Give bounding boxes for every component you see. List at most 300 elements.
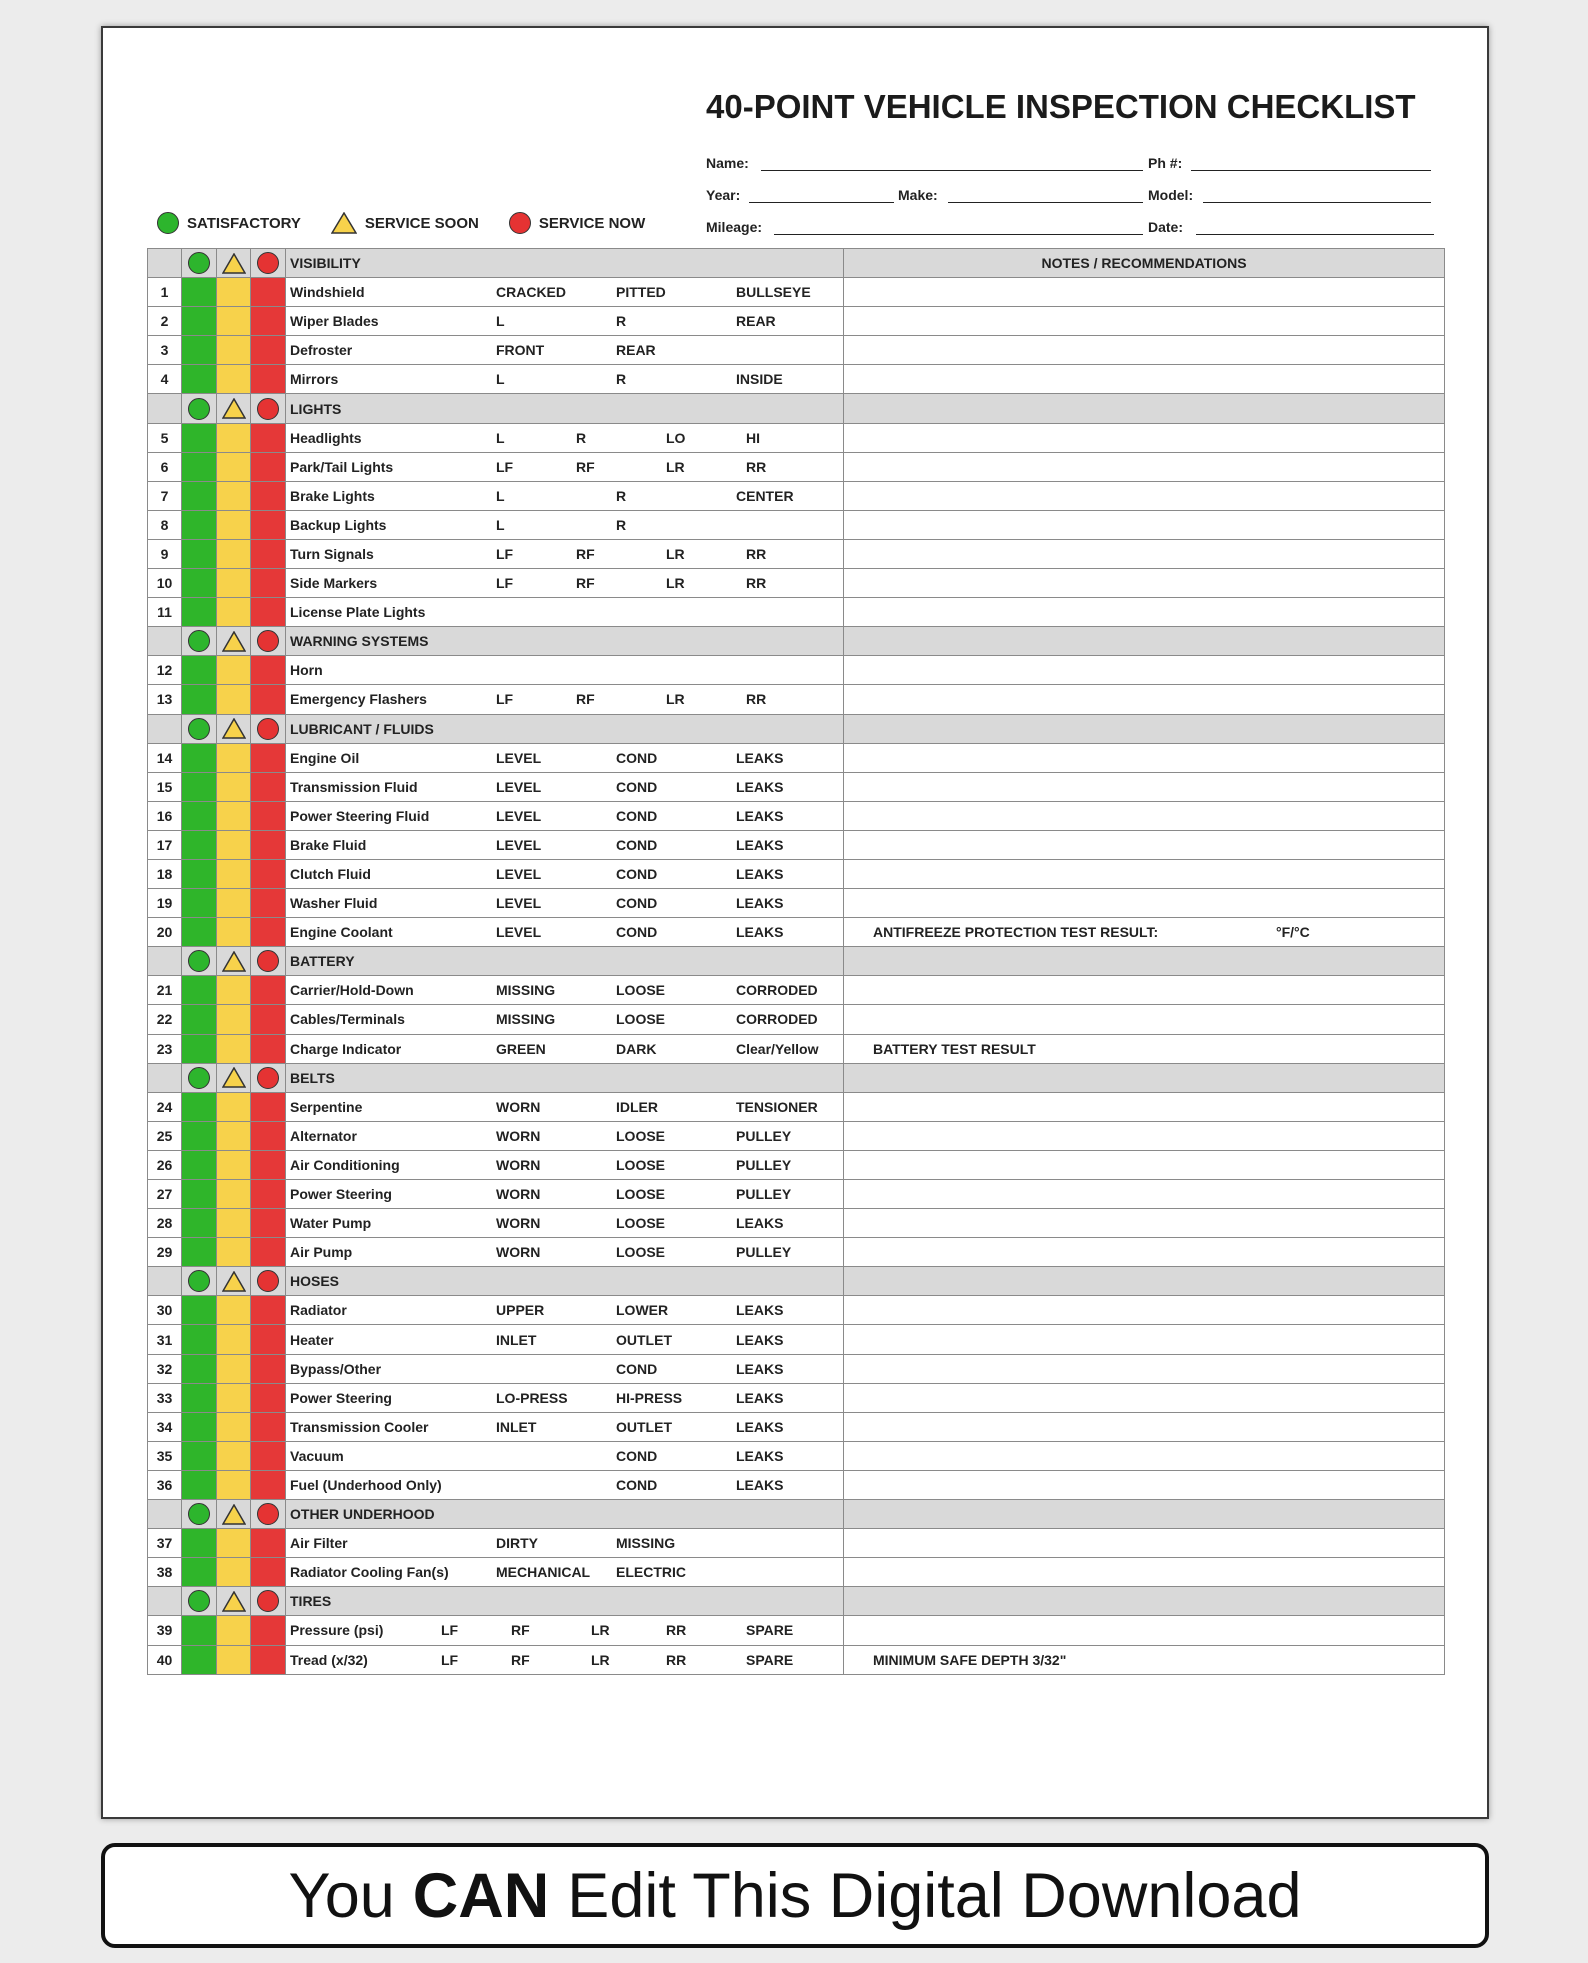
red-circle-icon-cell <box>251 1587 286 1616</box>
notes-cell[interactable] <box>844 481 1445 510</box>
satisfactory-checkbox[interactable] <box>182 1296 217 1325</box>
notes-cell[interactable] <box>844 685 1445 714</box>
item-name: Pressure (psi) <box>290 1622 384 1639</box>
service-now-checkbox[interactable] <box>251 598 286 627</box>
satisfactory-checkbox[interactable] <box>182 569 217 598</box>
service-now-checkbox[interactable] <box>251 1092 286 1121</box>
item-name: Bypass/Other <box>290 1360 382 1377</box>
satisfactory-checkbox[interactable] <box>182 1529 217 1558</box>
item-name: Power Steering <box>290 1389 392 1406</box>
checklist-row <box>148 1558 1445 1587</box>
service-soon-checkbox[interactable] <box>217 743 251 772</box>
item-cell <box>286 510 844 539</box>
satisfactory-checkbox[interactable] <box>182 307 217 336</box>
option-label: COND <box>616 807 658 824</box>
option-label: LF <box>496 575 514 592</box>
service-now-checkbox[interactable] <box>251 1034 286 1063</box>
option-label: LF <box>496 691 514 708</box>
item-cell <box>286 1092 844 1121</box>
option-label: LEAKS <box>736 1447 784 1464</box>
legend-satisfactory: SATISFACTORY <box>157 212 301 234</box>
notes-cell[interactable] <box>844 1616 1445 1645</box>
item-name: Side Markers <box>290 575 378 592</box>
notes-cell[interactable] <box>844 1383 1445 1412</box>
item-name: Engine Oil <box>290 749 360 766</box>
mileage-label: Mileage: <box>706 219 763 235</box>
service-soon-checkbox[interactable] <box>217 365 251 394</box>
option-label: LEAKS <box>736 1389 784 1406</box>
yellow-triangle-icon-cell <box>217 249 251 278</box>
option-label: TENSIONER <box>736 1098 818 1115</box>
option-label: L <box>496 487 505 504</box>
satisfactory-checkbox[interactable] <box>182 1238 217 1267</box>
notes-cell[interactable] <box>844 1034 1445 1063</box>
notes-cell[interactable] <box>844 1238 1445 1267</box>
satisfactory-checkbox[interactable] <box>182 1383 217 1412</box>
service-now-checkbox[interactable] <box>251 772 286 801</box>
satisfactory-checkbox[interactable] <box>182 510 217 539</box>
option-label: LEVEL <box>496 807 542 824</box>
satisfactory-checkbox[interactable] <box>182 1558 217 1587</box>
phone-field[interactable] <box>1191 170 1431 171</box>
satisfactory-checkbox[interactable] <box>182 1121 217 1150</box>
item-name: Engine Coolant <box>290 924 393 941</box>
green-circle-icon-cell <box>182 627 217 656</box>
option-label: LR <box>591 1651 610 1668</box>
service-soon-checkbox[interactable] <box>217 1412 251 1441</box>
notes-cell[interactable] <box>844 1325 1445 1354</box>
notes-cell[interactable] <box>844 1180 1445 1209</box>
service-now-checkbox[interactable] <box>251 307 286 336</box>
service-now-checkbox[interactable] <box>251 1529 286 1558</box>
service-now-checkbox[interactable] <box>251 656 286 685</box>
service-soon-checkbox[interactable] <box>217 278 251 307</box>
service-now-checkbox[interactable] <box>251 510 286 539</box>
option-label: REAR <box>736 313 776 330</box>
item-number: 2 <box>148 307 182 336</box>
option-label: MISSING <box>616 1535 676 1552</box>
red-circle-icon-cell <box>251 627 286 656</box>
notes-cell[interactable] <box>844 307 1445 336</box>
name-field[interactable] <box>761 170 1143 171</box>
service-soon-checkbox[interactable] <box>217 1238 251 1267</box>
red-circle-icon-cell <box>251 1063 286 1092</box>
item-name: Brake Fluid <box>290 836 367 853</box>
section-title: HOSES <box>290 1273 340 1290</box>
satisfactory-checkbox[interactable] <box>182 1150 217 1179</box>
note-text: BATTERY TEST RESULT <box>873 1040 1036 1057</box>
checklist-row <box>148 1383 1445 1412</box>
notes-cell[interactable] <box>844 1121 1445 1150</box>
service-soon-checkbox[interactable] <box>217 1441 251 1470</box>
checklist-row <box>148 336 1445 365</box>
item-cell <box>286 1441 844 1470</box>
service-soon-checkbox[interactable] <box>217 1209 251 1238</box>
service-soon-checkbox[interactable] <box>217 1296 251 1325</box>
item-name: Horn <box>290 662 323 679</box>
satisfactory-checkbox[interactable] <box>182 1412 217 1441</box>
service-now-checkbox[interactable] <box>251 801 286 830</box>
notes-cell[interactable] <box>844 365 1445 394</box>
checklist-row <box>148 598 1445 627</box>
option-label: ELECTRIC <box>616 1564 686 1581</box>
option-label: COND <box>616 924 658 941</box>
option-label: LEAKS <box>736 1360 784 1377</box>
notes-cell[interactable] <box>844 1441 1445 1470</box>
item-number: 19 <box>148 889 182 918</box>
service-now-checkbox[interactable] <box>251 1558 286 1587</box>
satisfactory-checkbox[interactable] <box>182 743 217 772</box>
notes-cell[interactable] <box>844 1354 1445 1383</box>
service-soon-checkbox[interactable] <box>217 772 251 801</box>
notes-cell[interactable] <box>844 830 1445 859</box>
checklist-row <box>148 307 1445 336</box>
satisfactory-checkbox[interactable] <box>182 1005 217 1034</box>
service-now-checkbox[interactable] <box>251 1296 286 1325</box>
service-now-checkbox[interactable] <box>251 1470 286 1499</box>
option-label: RF <box>576 545 595 562</box>
service-soon-checkbox[interactable] <box>217 1180 251 1209</box>
satisfactory-checkbox[interactable] <box>182 278 217 307</box>
satisfactory-checkbox[interactable] <box>182 336 217 365</box>
item-cell <box>286 307 844 336</box>
option-label: LR <box>591 1622 610 1639</box>
service-soon-checkbox[interactable] <box>217 539 251 568</box>
option-label: MISSING <box>496 982 556 999</box>
option-label: LOOSE <box>616 1011 666 1028</box>
year-field[interactable] <box>749 202 894 203</box>
green-circle-icon <box>188 398 210 420</box>
item-name: Tread (x/32) <box>290 1651 368 1668</box>
checklist-row <box>148 1645 1445 1674</box>
option-label: LR <box>666 691 685 708</box>
service-now-checkbox[interactable] <box>251 423 286 452</box>
service-now-checkbox[interactable] <box>251 889 286 918</box>
service-now-checkbox[interactable] <box>251 1325 286 1354</box>
satisfactory-checkbox[interactable] <box>182 1616 217 1645</box>
option-label: LF <box>441 1622 459 1639</box>
green-circle-icon <box>188 1270 210 1292</box>
option-label: INLET <box>496 1331 537 1348</box>
service-soon-checkbox[interactable] <box>217 1529 251 1558</box>
item-number: 34 <box>148 1412 182 1441</box>
notes-cell[interactable] <box>844 1005 1445 1034</box>
option-label: LEAKS <box>736 895 784 912</box>
service-now-checkbox[interactable] <box>251 1616 286 1645</box>
item-number: 39 <box>148 1616 182 1645</box>
notes-cell[interactable] <box>844 336 1445 365</box>
notes-cell[interactable] <box>844 539 1445 568</box>
checklist-row <box>148 278 1445 307</box>
satisfactory-checkbox[interactable] <box>182 1325 217 1354</box>
checklist-row <box>148 539 1445 568</box>
satisfactory-checkbox[interactable] <box>182 976 217 1005</box>
notes-cell[interactable] <box>844 598 1445 627</box>
checklist-row <box>148 889 1445 918</box>
option-label: PULLEY <box>736 1186 792 1203</box>
date-field[interactable] <box>1196 234 1434 235</box>
service-soon-checkbox[interactable] <box>217 889 251 918</box>
notes-cell[interactable] <box>844 1645 1445 1674</box>
service-now-checkbox[interactable] <box>251 1150 286 1179</box>
option-label: R <box>576 429 587 446</box>
note-unit: °F/°C <box>1276 924 1310 941</box>
service-now-checkbox[interactable] <box>251 481 286 510</box>
service-soon-checkbox[interactable] <box>217 598 251 627</box>
satisfactory-checkbox[interactable] <box>182 685 217 714</box>
notes-cell[interactable] <box>844 889 1445 918</box>
item-cell <box>286 1034 844 1063</box>
yellow-triangle-icon <box>222 718 246 739</box>
satisfactory-checkbox[interactable] <box>182 889 217 918</box>
item-number: 6 <box>148 452 182 481</box>
option-label: R <box>616 371 627 388</box>
year-label: Year: <box>706 187 741 203</box>
satisfactory-checkbox[interactable] <box>182 481 217 510</box>
service-now-checkbox[interactable] <box>251 539 286 568</box>
checklist-row <box>148 743 1445 772</box>
red-circle-icon-cell <box>251 947 286 976</box>
option-label: LEAKS <box>736 1331 784 1348</box>
item-name: Alternator <box>290 1127 357 1144</box>
service-now-checkbox[interactable] <box>251 365 286 394</box>
notes-cell[interactable] <box>844 976 1445 1005</box>
notes-cell[interactable] <box>844 569 1445 598</box>
service-now-checkbox[interactable] <box>251 1354 286 1383</box>
satisfactory-checkbox[interactable] <box>182 423 217 452</box>
yellow-triangle-icon <box>222 1271 246 1292</box>
service-now-checkbox[interactable] <box>251 278 286 307</box>
item-number: 1 <box>148 278 182 307</box>
satisfactory-checkbox[interactable] <box>182 656 217 685</box>
service-soon-checkbox[interactable] <box>217 685 251 714</box>
notes-cell[interactable] <box>844 1092 1445 1121</box>
service-now-checkbox[interactable] <box>251 830 286 859</box>
option-label: LEAKS <box>736 836 784 853</box>
service-soon-checkbox[interactable] <box>217 1150 251 1179</box>
satisfactory-checkbox[interactable] <box>182 598 217 627</box>
option-label: RR <box>746 691 767 708</box>
item-number: 18 <box>148 859 182 888</box>
item-name: Wiper Blades <box>290 313 379 330</box>
item-name: Radiator <box>290 1302 347 1319</box>
item-number: 26 <box>148 1150 182 1179</box>
satisfactory-checkbox[interactable] <box>182 1645 217 1674</box>
option-label: LF <box>496 545 514 562</box>
green-circle-icon <box>188 630 210 652</box>
service-soon-checkbox[interactable] <box>217 1558 251 1587</box>
satisfactory-checkbox[interactable] <box>182 365 217 394</box>
option-label: RR <box>666 1651 687 1668</box>
make-field[interactable] <box>948 202 1143 203</box>
service-soon-checkbox[interactable] <box>217 1383 251 1412</box>
item-cell <box>286 830 844 859</box>
service-soon-checkbox[interactable] <box>217 452 251 481</box>
item-name: Serpentine <box>290 1098 363 1115</box>
service-soon-checkbox[interactable] <box>217 510 251 539</box>
satisfactory-checkbox[interactable] <box>182 801 217 830</box>
item-number: 12 <box>148 656 182 685</box>
service-now-checkbox[interactable] <box>251 336 286 365</box>
red-circle-icon <box>257 1067 279 1089</box>
notes-cell[interactable] <box>844 1470 1445 1499</box>
red-circle-icon-cell <box>251 714 286 743</box>
item-cell <box>286 1529 844 1558</box>
notes-cell[interactable] <box>844 1412 1445 1441</box>
service-soon-checkbox[interactable] <box>217 1470 251 1499</box>
satisfactory-checkbox[interactable] <box>182 452 217 481</box>
notes-cell[interactable] <box>844 656 1445 685</box>
item-cell <box>286 1121 844 1150</box>
item-cell <box>286 1209 844 1238</box>
option-label: OUTLET <box>616 1418 672 1435</box>
checklist-row <box>148 1034 1445 1063</box>
service-now-checkbox[interactable] <box>251 859 286 888</box>
notes-cell[interactable] <box>844 1150 1445 1179</box>
satisfactory-checkbox[interactable] <box>182 1441 217 1470</box>
notes-cell[interactable] <box>844 278 1445 307</box>
item-number: 32 <box>148 1354 182 1383</box>
make-label: Make: <box>898 187 938 203</box>
service-now-checkbox[interactable] <box>251 1383 286 1412</box>
checklist-row <box>148 1325 1445 1354</box>
satisfactory-checkbox[interactable] <box>182 918 217 947</box>
item-number: 20 <box>148 918 182 947</box>
notes-cell[interactable] <box>844 859 1445 888</box>
service-soon-checkbox[interactable] <box>217 1121 251 1150</box>
service-now-checkbox[interactable] <box>251 1412 286 1441</box>
checklist-row <box>148 772 1445 801</box>
service-now-checkbox[interactable] <box>251 918 286 947</box>
service-now-checkbox[interactable] <box>251 1005 286 1034</box>
option-label: OUTLET <box>616 1331 672 1348</box>
service-now-checkbox[interactable] <box>251 685 286 714</box>
section-title: WARNING SYSTEMS <box>290 633 429 650</box>
item-cell <box>286 1645 844 1674</box>
service-soon-checkbox[interactable] <box>217 1354 251 1383</box>
item-name: Clutch Fluid <box>290 866 371 883</box>
checklist-row <box>148 423 1445 452</box>
notes-cell[interactable] <box>844 743 1445 772</box>
option-label: SPARE <box>746 1651 794 1668</box>
service-soon-checkbox[interactable] <box>217 1616 251 1645</box>
service-now-checkbox[interactable] <box>251 1180 286 1209</box>
satisfactory-checkbox[interactable] <box>182 1209 217 1238</box>
model-field[interactable] <box>1203 202 1431 203</box>
notes-cell[interactable] <box>844 1296 1445 1325</box>
checklist-row <box>148 1238 1445 1267</box>
service-soon-checkbox[interactable] <box>217 918 251 947</box>
service-now-checkbox[interactable] <box>251 1209 286 1238</box>
service-soon-checkbox[interactable] <box>217 423 251 452</box>
service-soon-checkbox[interactable] <box>217 976 251 1005</box>
satisfactory-checkbox[interactable] <box>182 1180 217 1209</box>
notes-cell[interactable] <box>844 1529 1445 1558</box>
service-now-checkbox[interactable] <box>251 976 286 1005</box>
mileage-field[interactable] <box>774 234 1143 235</box>
satisfactory-checkbox[interactable] <box>182 859 217 888</box>
service-soon-checkbox[interactable] <box>217 307 251 336</box>
service-now-checkbox[interactable] <box>251 743 286 772</box>
option-label: LR <box>666 458 685 475</box>
service-soon-checkbox[interactable] <box>217 801 251 830</box>
service-now-checkbox[interactable] <box>251 569 286 598</box>
yellow-triangle-icon <box>331 212 357 234</box>
service-now-checkbox[interactable] <box>251 1441 286 1470</box>
satisfactory-checkbox[interactable] <box>182 772 217 801</box>
checklist-row <box>148 1296 1445 1325</box>
item-number: 3 <box>148 336 182 365</box>
yellow-triangle-icon-cell <box>217 627 251 656</box>
service-soon-checkbox[interactable] <box>217 656 251 685</box>
notes-cell[interactable] <box>844 1558 1445 1587</box>
item-name: Emergency Flashers <box>290 691 427 708</box>
option-label: RF <box>576 691 595 708</box>
service-soon-checkbox[interactable] <box>217 1645 251 1674</box>
option-label: RR <box>666 1622 687 1639</box>
section-title: LIGHTS <box>290 400 342 417</box>
notes-cell[interactable] <box>844 423 1445 452</box>
service-soon-checkbox[interactable] <box>217 1092 251 1121</box>
notes-cell[interactable] <box>844 801 1445 830</box>
option-label: COND <box>616 778 658 795</box>
service-soon-checkbox[interactable] <box>217 830 251 859</box>
service-now-checkbox[interactable] <box>251 452 286 481</box>
option-label: LOOSE <box>616 1127 666 1144</box>
service-soon-checkbox[interactable] <box>217 859 251 888</box>
option-label: RR <box>746 545 767 562</box>
item-name: Carrier/Hold-Down <box>290 982 414 999</box>
satisfactory-checkbox[interactable] <box>182 830 217 859</box>
service-soon-checkbox[interactable] <box>217 1325 251 1354</box>
service-soon-checkbox[interactable] <box>217 569 251 598</box>
satisfactory-checkbox[interactable] <box>182 1470 217 1499</box>
option-label: LEVEL <box>496 836 542 853</box>
satisfactory-checkbox[interactable] <box>182 1034 217 1063</box>
option-label: COND <box>616 866 658 883</box>
service-now-checkbox[interactable] <box>251 1645 286 1674</box>
checklist-row <box>148 859 1445 888</box>
option-label: LEAKS <box>736 1418 784 1435</box>
option-label: IDLER <box>616 1098 658 1115</box>
notes-cell[interactable] <box>844 918 1445 947</box>
green-circle-icon <box>188 1590 210 1612</box>
service-soon-checkbox[interactable] <box>217 1005 251 1034</box>
service-soon-checkbox[interactable] <box>217 336 251 365</box>
service-soon-checkbox[interactable] <box>217 481 251 510</box>
option-label: RF <box>511 1651 530 1668</box>
notes-cell[interactable] <box>844 452 1445 481</box>
option-label: LEAKS <box>736 924 784 941</box>
option-label: LOWER <box>616 1302 669 1319</box>
satisfactory-checkbox[interactable] <box>182 1354 217 1383</box>
option-label: COND <box>616 836 658 853</box>
inspection-table <box>147 248 1445 1675</box>
item-number: 9 <box>148 539 182 568</box>
notes-cell[interactable] <box>844 1209 1445 1238</box>
service-now-checkbox[interactable] <box>251 1238 286 1267</box>
item-number: 24 <box>148 1092 182 1121</box>
section-title: BATTERY <box>290 953 355 970</box>
yellow-triangle-icon <box>222 253 246 274</box>
option-label: RR <box>746 458 767 475</box>
service-soon-checkbox[interactable] <box>217 1034 251 1063</box>
satisfactory-checkbox[interactable] <box>182 1092 217 1121</box>
service-now-checkbox[interactable] <box>251 1121 286 1150</box>
notes-cell[interactable] <box>844 772 1445 801</box>
satisfactory-checkbox[interactable] <box>182 539 217 568</box>
notes-cell[interactable] <box>844 510 1445 539</box>
